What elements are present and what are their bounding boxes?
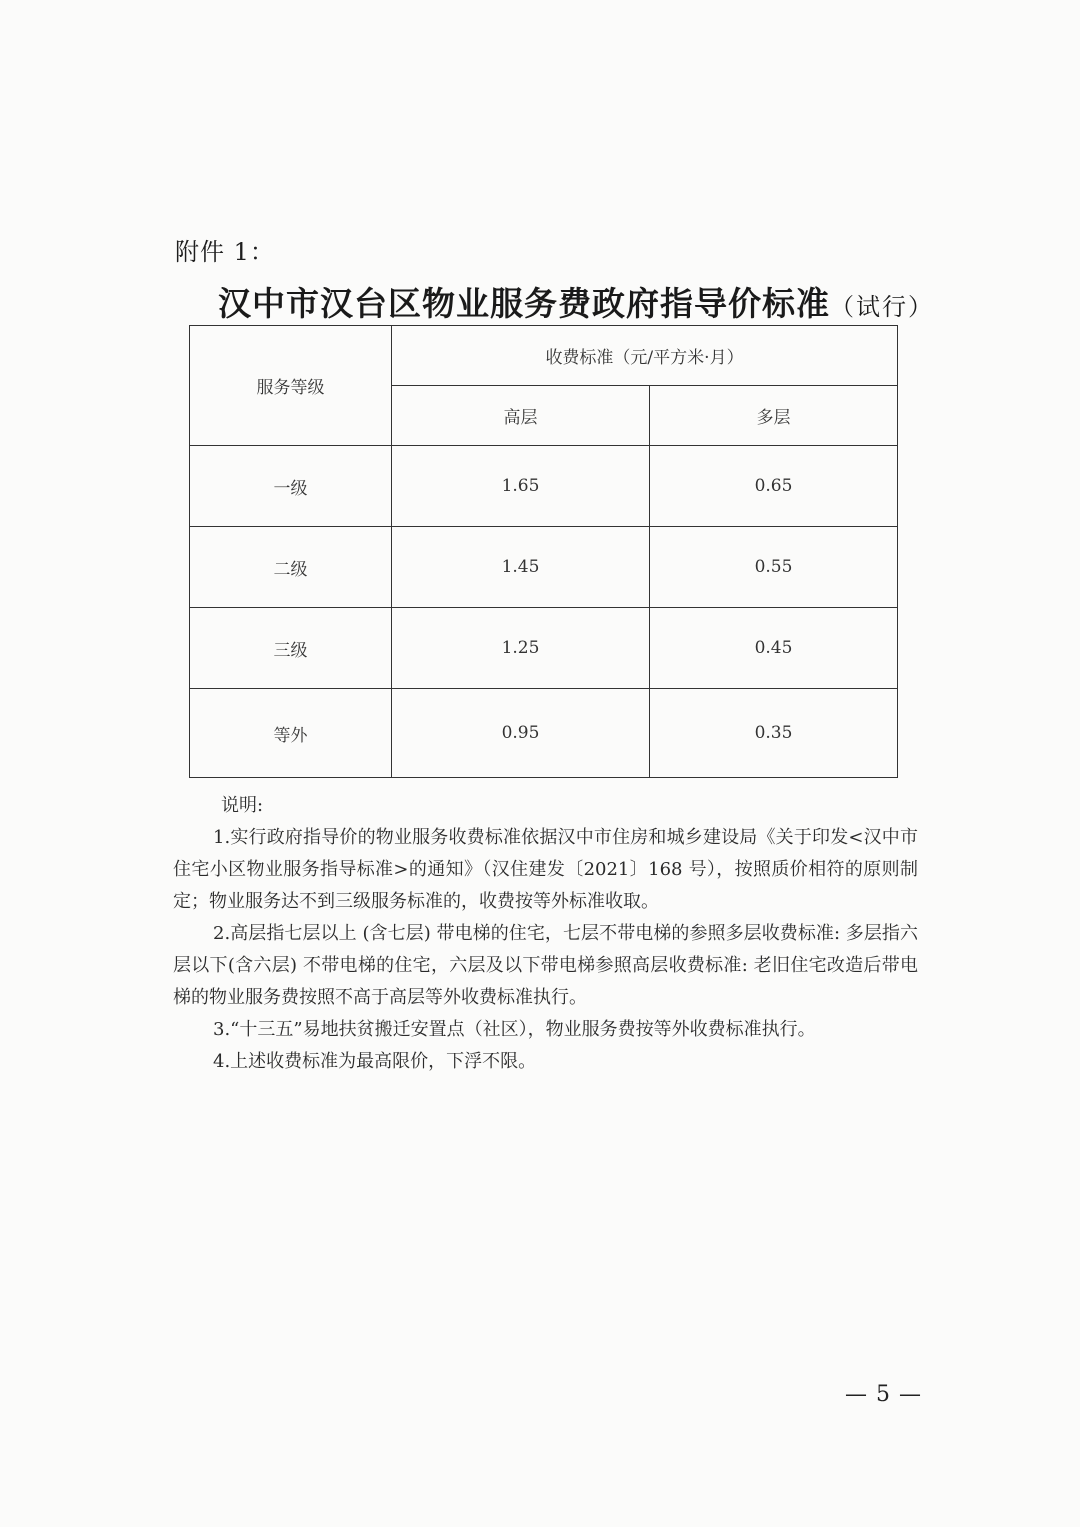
- multi-story-header: 多层: [650, 386, 898, 446]
- high-rise-fee-cell: 0.95: [392, 689, 650, 778]
- grade-header: 服务等级: [190, 326, 392, 446]
- document-title-main: 汉中市汉台区物业服务费政府指导价标准: [218, 284, 830, 323]
- table-row: [190, 527, 898, 608]
- high-rise-fee-cell: 1.65: [392, 446, 650, 527]
- high-rise-header: 高层: [392, 386, 650, 446]
- multi-story-fee-cell: 0.45: [650, 608, 898, 689]
- multi-story-fee-cell: 0.55: [650, 527, 898, 608]
- grade-cell: 二级: [190, 527, 392, 608]
- table-row: [190, 608, 898, 689]
- note-item: 1.实行政府指导价的物业服务收费标准依据汉中市住房和城乡建设局《关于印发<汉中市住宅小区物业服务指导标准>的通知》（汉住建发〔2021〕168 号），按照质价相符的原则制定；物业服务达不到三级服务标准的，收费按等外标准收取。: [173, 827, 918, 912]
- grade-cell: 一级: [190, 446, 392, 527]
- table-row: [190, 689, 898, 778]
- high-rise-fee-cell: 1.25: [392, 608, 650, 689]
- table-row: [190, 446, 898, 527]
- high-rise-fee-cell: 1.45: [392, 527, 650, 608]
- table-header-row: [190, 326, 898, 386]
- document-title: [218, 278, 934, 325]
- fee-standard-table: [189, 325, 898, 778]
- note-item: 3.“十三五”易地扶贫搬迁安置点（社区），物业服务费按等外收费标准执行。: [213, 1019, 816, 1040]
- grade-cell: 等外: [190, 689, 392, 778]
- fee-header: 收费标准（元/平方米·月）: [392, 326, 898, 386]
- attachment-label: 附件 1：: [175, 238, 275, 266]
- notes-heading: 说明:: [221, 795, 264, 816]
- grade-cell: 三级: [190, 608, 392, 689]
- multi-story-fee-cell: 0.65: [650, 446, 898, 527]
- page-number: — 5 —: [845, 1382, 922, 1407]
- note-item: 4.上述收费标准为最高限价，下浮不限。: [213, 1051, 537, 1072]
- multi-story-fee-cell: 0.35: [650, 689, 898, 778]
- note-item: 2.高层指七层以上 (含七层) 带电梯的住宅，七层不带电梯的参照多层收费标准: 多层指六层以下(含六层) 不带电梯的住宅，六层及以下带电梯参照高层收费标准: 老旧住宅改造后带电梯的物业服务费按照不高于高层等外收费标准执行。: [173, 923, 918, 1008]
- notes-section: [173, 790, 918, 1078]
- document-title-suffix: （试行）: [830, 293, 934, 321]
